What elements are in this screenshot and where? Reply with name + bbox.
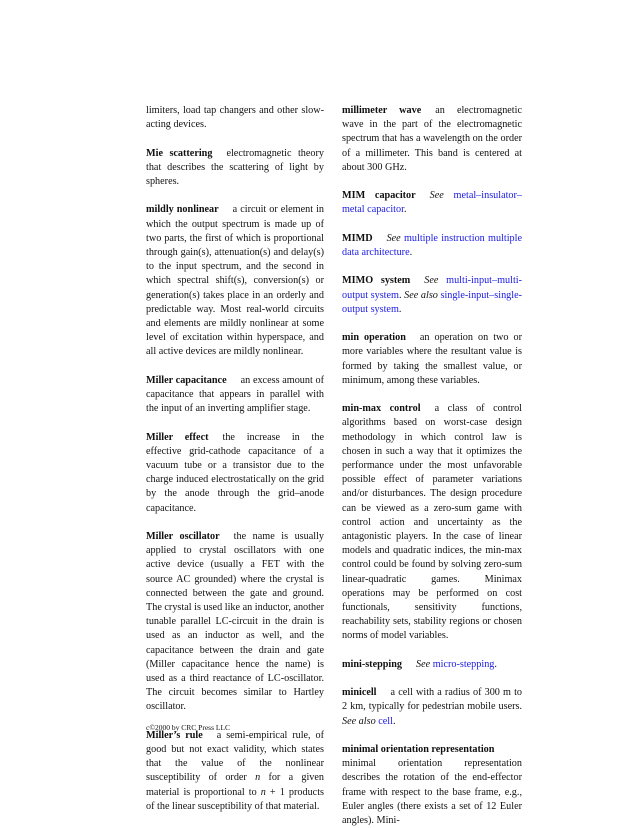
link-micro-stepping[interactable]: micro-stepping [432,658,495,670]
entry-continuation: limiters, load tap changers and other slow-acting devices. [146,105,324,131]
link-cell[interactable]: cell [378,715,393,727]
entry-mimo-system: MIMO system See multi-input–multi-output system. See also single-input–single-output system. [342,275,523,315]
term-mildly-nonlinear: mildly nonlinear [146,204,219,216]
term-miller-oscillator: Miller oscillator [146,531,220,543]
link-metal-insulator-metal-capacitor[interactable]: metal–insulator–metal capacitor [342,190,523,216]
def-min-operation: an operation on two or more variables where the resultant value is formed by taking the smallest value, or minimum, among these variables. [342,332,522,386]
entry-mie-scattering [146,147,324,190]
term-mie-scattering: Mie scattering [146,147,213,159]
entry-miller-effect [146,431,324,516]
term-miller-effect: Miller effect [146,431,209,443]
term-minimal-orientation: minimal orientation representation [342,744,495,756]
term-minicell: minicell [342,687,377,699]
link-single-input-single-output-system[interactable]: single-input–single-output system [342,289,523,315]
def-miller-oscillator: the name is usually applied to crystal oscillators with one active device (usually a FET with the source AC grounded) where the crystal is connected between the gate and ground. The crystal is used like an inductor, another tunable parallel LC-circuit in the drain is used as an inductor as well, and the capacitance between the drain and gate (Miller capacitance hence the name) is used as a third reactance of LC-oscillator. The circuit becomes similar to Hartley oscillator. [146,531,324,713]
term-millimeter-wave: millimeter wave [342,105,422,116]
term-millers-rule: Miller’s rule [146,729,203,741]
copyright-footer: c©2000 by CRC Press LLC [146,723,231,732]
def-miller-effect: the increase in the effective grid-cathode capacitance of a vacuum tube or a transistor due to the charge induced electrostatically on the grid by the anode through the grid–anode capacitance. [146,431,324,514]
term-mim-capacitor: MIM capacitor [342,190,416,202]
def-miller-capacitance: an excess amount of capacitance that appears in parallel with the input of an inverting amplifier stage. [146,374,325,415]
entry-mim-capacitor: MIM capacitor See metal–insulator–metal capacitor. [342,190,523,216]
entry-min-operation [342,331,522,388]
def-mildly-nonlinear: a circuit or element in which the output spectrum is made up of two parts, the first of which is proportional through gain(s), attenuation(s) and delay(s) to the input spectrum, and the second in which spectral shift(s), conversion(s) or generation(s) takes place in an orderly and predictable way. Most real-world circuits and elements are mildly nonlinear at some level of excitation within hyperspace, and all active devices are mildly nonlinear. [146,204,324,358]
def-mie-scattering: electromagnetic theory that describes the scattering of light by spheres. [146,147,325,187]
entry-min-max-control [342,402,522,643]
term-mimo-system: MIMO system [342,275,411,287]
def-minicell: a cell with a radius of 300 m to 2 km, typically for pedestrian mobile users. [342,687,522,713]
def-millimeter-wave: an electromagnetic wave in the part of the electromagnetic spectrum that has a wavelength on the order of a millimeter. This band is centered at about 300 GHz. [342,105,522,173]
def-min-max-control: a class of control algorithms based on worst-case design methodology in which control law is chosen in such a way that it optimizes the performance under the most unfavorable possible effect of parameter variations and/or disturbances. The design procedure can be viewed as a zero-sum game with control action and uncertainty as the antagonistic players. In the case of linear models and quadratic indices, the min-max control could be found by solving zero-sum linear-quadratic games. Minimax operations may be performed on cost functionals, sensitivity functions, reachability sets, stability regions or chosen norms of model variables. [342,403,523,642]
term-mimd: MIMD [342,232,373,244]
entry-mimd: MIMD See multiple instruction multiple data architecture. [342,232,522,258]
link-multiple-instruction-multiple-data[interactable]: multiple instruction multiple data architecture [342,232,522,258]
right-column [342,104,522,828]
entry-mildly-nonlinear [146,203,324,359]
term-miller-capacitance: Miller capacitance [146,374,227,386]
entry-millimeter-wave [342,104,522,175]
def-minimal-orientation: minimal orientation representation describes the rotation of the end-effector frame with respect to the base frame, e.g., Euler angles (there exists a set of 12 Euler angles). Mini- [342,758,522,827]
entry-miller-oscillator [146,530,324,715]
entry-minicell: minicell a cell with a radius of 300 m to 2 km, typically for pedestrian mobile users. See also cell. [342,687,522,727]
entry-mini-stepping: mini-stepping See micro-stepping. [342,658,497,670]
entry-miller-capacitance [146,374,324,417]
link-multi-input-multi-output-system[interactable]: multi-input–multi-output system [342,275,522,301]
entry-millers-rule: Miller’s rule a semi-empirical rule, of good but not exact validity, which states that the value of the nonlinear susceptibility of order n for a given material is proportional to n + 1 products of the linear susceptibility of that material. [146,729,324,812]
term-mini-stepping: mini-stepping [342,658,403,670]
term-min-operation: min operation [342,332,406,344]
entry-minimal-orientation [342,743,522,828]
term-min-max-control: min-max control [342,403,421,415]
left-column [146,104,324,814]
